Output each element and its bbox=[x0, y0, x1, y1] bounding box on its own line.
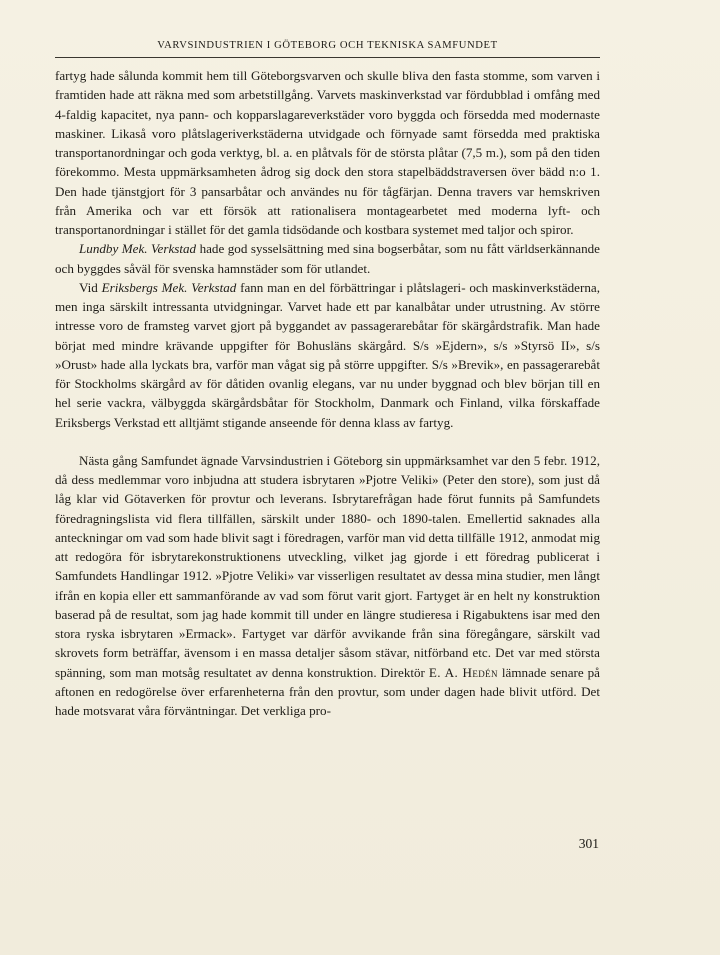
page-number: 301 bbox=[578, 836, 599, 851]
paragraph-icebreaker bbox=[55, 451, 600, 721]
paragraph-gotaverken: fartyg hade sålunda kommit hem till Göteborgsvarven och skulle bliva den fasta stomme, som varven i framtiden hade att räkna med som arbetstillgång. Varvets maskinverkstad var fördubblad i omfång med 4-faldig kapacitet, nya pann- och kopparslagareverkstäder voro byggda och försedda med modernaste maskiner. Likaså voro plåtslageriverkstäderna utvidgade och förnyade samt försedda med praktiska transportanordningar och goda verktyg, bl. a. en plåtvals för de största plåtar (7,5 m.), som på den tiden förekommo. Mesta uppmärksamheten ådrog sig dock den stora stapelbäddstraversen över bädd n:o 1. Den hade tjänstgjort för 3 pansarbåtar och användes nu för tågfärjan. Denna travers var hemskriven från Amerika och var ett försök att rationalisera montagearbetet med moderna lyft- och transportanordningar i stället för det gamla tidsödande och kostbara systemet med taljor och spiror. bbox=[55, 68, 600, 237]
paragraph-lundby-text: hade god sysselsättning med sina bogserbåtar, som nu fått världserkännande och byggdes såväl för svenska hamnstäder som för utlandet. bbox=[55, 241, 600, 276]
person-name-heden: E. A. Hedén bbox=[428, 664, 498, 680]
paragraph-eriksberg-lead: Vid bbox=[79, 279, 102, 295]
paragraph-eriksberg bbox=[55, 278, 600, 432]
header-rule bbox=[55, 57, 600, 58]
paragraph-lundby bbox=[55, 239, 600, 278]
body-text bbox=[55, 66, 600, 720]
running-header: VARVSINDUSTRIEN I GÖTEBORG OCH TEKNISKA SAMFUNDET bbox=[157, 40, 498, 51]
shipyard-name-eriksberg: Eriksbergs Mek. Verkstad bbox=[101, 279, 237, 295]
paragraph-icebreaker-text: Nästa gång Samfundet ägnade Varvsindustrien i Göteborg sin uppmärksamhet var den 5 febr. 1912, då dess medlemmar voro inbjudna att studera isbrytaren »Pjotre Veliki» (Peter den store), som just då låg klar vid Götaverken för provtur och leverans. Isbrytarefrågan hade förut funnits på Samfundets föredragningslista vid flera tillfällen, särskilt under 1880- och 1890-talen. Emellertid saknades alla anteckningar om vad som hade blivit sagt i föredragen, varför man vid detta tillfälle 1912, anmodat mig att redogöra för isbrytarekonstruktionens utveckling, vilket jag gjorde i ett föredrag publicerat i Samfundets Handlingar 1912. »Pjotre Veliki» var visserligen resultatet av dessa mina studier, men långt ifrån en kopia eller ett sammanförande av vad som förut varit gjort. Fartyget är en helt ny konstruktion baserad på de resultat, som jag hade kommit till under en längre studieresa i Rigabuktens isar med den stora ryska isbrytaren »Ermack». Fartyget var därför avvikande från sina föregångare, särskilt vad skrovets form beträffar, ävensom i en massa detaljer såsom stävar, nitförband etc. Det var med största spänning, som man motsåg resultatet av denna konstruktion. Direktör bbox=[55, 452, 600, 680]
shipyard-name-lundby: Lundby Mek. Verkstad bbox=[79, 241, 197, 257]
paragraph-icebreaker-text-end: lämnade senare på aftonen en redogörelse över erfarenheterna från den provtur, som under dagen hade blivit utförd. Det hade motsvarat våra förväntningar. Det verkliga pro- bbox=[55, 664, 600, 718]
paragraph-eriksberg-text: fann man en del förbättringar i plåtslageri- och maskinverkstäderna, men inga särskilt intressanta utvidgningar. Varvet hade ett par kanalbåtar under utrustning. Av större intresse voro de framsteg varvet gjort på byggandet av passagerarebåtar för skärgårdstrafik. Man hade börjat med mindre krävande uppgifter för Bohusläns skärgård. S/s »Ejdern», s/s »Styrsö II», s/s »Orust» hade alla lyckats bra, varför man vågat sig på större uppgifter. S/s »Brevik», en passagerarebåt för Stockholms skärgård av för dåtiden ovanlig elegans, var nu under byggnad och blev början till en hel serie vackra, välbyggda skärgårdsbåtar för Stockholm, Danmark och Finland, vilka förskaffade Eriksbergs Verkstad ett alltjämt stigande anseende för denna klass av fartyg. bbox=[55, 279, 600, 430]
